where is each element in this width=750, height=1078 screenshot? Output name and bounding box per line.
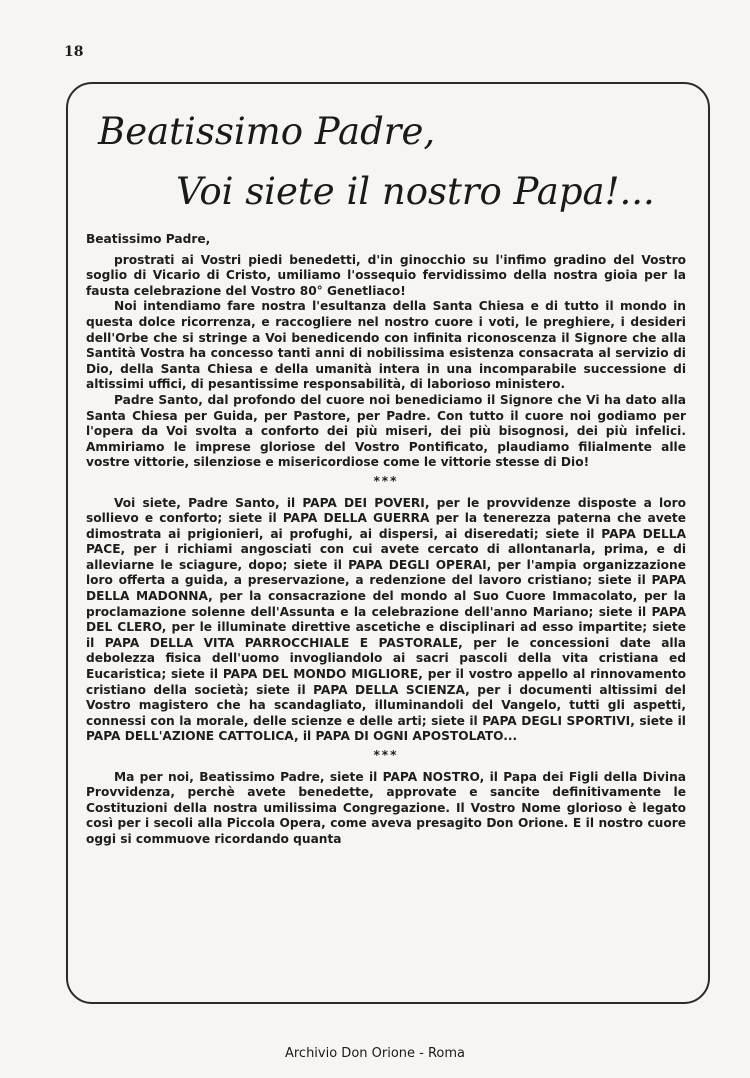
paragraph-4: Voi siete, Padre Santo, il PAPA DEI POVERI, per le provvidenze disposte a loro sollievo e conforto; siete il PAPA DELLA GUERRA per la tenerezza paterna che avete dimostrata ai prigionieri, ai profughi, ai dispersi, ai diseredati; siete il PAPA DELLA PACE, per i richiami angosciati con cui avete cercato di allontanarla, prima, e di alleviarne le sciagure, dopo; siete il PAPA DEGLI OPERAI, per l'ampia organizzazione loro offerta a guida, a preservazione, a redenzione del lavoro cristiano; siete il PAPA DELLA MADONNA, per la consacrazione del mondo al Suo Cuore Immacolato, per la proclamazione solenne dell'Assunta e la celebrazione dell'anno Mariano; siete il PAPA DEL CLERO, per le illuminate direttive ascetiche e disciplinari ad esso impartite; siete il PAPA DELLA VITA PARROCCHIALE E PASTORALE, per le concessioni date alla debolezza fisica dell'uomo invogliandolo ai sacri pascoli della vita cristiana ed Eucaristica; siete il PAPA DEL MONDO MIGLIORE, per il vostro appello al rinnovamento cristiano della società; siete il PAPA DELLA SCIENZA, per i documenti altissimi del Vostro magistero che ha scandagliato, illuminandoli del Vangelo, tutti gli aspetti, connessi con la morale, delle scienze e delle arti; siete il PAPA DEGLI SPORTIVI, siete il PAPA DELL'AZIONE CATTOLICA, il PAPA DI OGNI APOSTOLATO... <box>86 495 686 744</box>
salutation: Beatissimo Padre, <box>86 232 211 246</box>
section-separator: *** <box>373 473 399 488</box>
page-number: 18 <box>64 44 84 60</box>
section-separator: *** <box>373 748 399 762</box>
paragraph-1: prostrati ai Vostri piedi benedetti, d'in ginocchio su l'infimo gradino del Vostro soglio di Vicario di Cristo, umiliamo l'ossequio fervidissimo della nostra gioia per la fausta celebrazione del Vostro 80° Genetliaco! <box>86 252 686 298</box>
paragraph-3: Padre Santo, dal profondo del cuore noi benediciamo il Signore che Vi ha dato alla Santa Chiesa per Guida, per Pastore, per Padre. Con tutto il cuore noi godiamo per l'opera da Voi svolta a conforto dei più miseri, dei più bisognosi, dei più infelici. Ammiriamo le imprese gloriose del Vostro Pontificato, plaudiamo filialmente alle vostre vittorie, silenziose e misericordiose come le vittorie stesse di Dio! <box>86 392 686 470</box>
paragraph-5: Ma per noi, Beatissimo Padre, siete il PAPA NOSTRO, il Papa dei Figli della Divina Provvidenza, perchè avete benedette, approvate e sancite definitivamente le Costituzioni della nostra umilissima Congregazione. Il Vostro Nome glorioso è legato così per i secoli alla Piccola Opera, come aveva presagito Don Orione. E il nostro cuore oggi si commuove ricordando quanta <box>86 769 686 846</box>
title-line-1: Beatissimo Padre, <box>98 110 436 153</box>
paragraph-2: Noi intendiamo fare nostra l'esultanza della Santa Chiesa e di tutto il mondo in questa dolce ricorrenza, e raccogliere nel nostro cuore i voti, le preghiere, i desideri dell'Orbe che si stringe a Voi benedicendo con infinita riconoscenza il Signore che alla Santità Vostra ha concesso tanti anni di nobilissima esistenza consacrata al servizio di Dio, della Santa Chiesa e della umanità intera in una incomparabile successione di altissimi uffici, di pesantissime responsabilità, di laborioso ministero. <box>86 299 686 392</box>
archive-caption: Archivio Don Orione - Roma <box>284 1046 466 1061</box>
title-line-2: Voi siete il nostro Papa!... <box>176 170 655 213</box>
letter-body <box>86 232 686 848</box>
